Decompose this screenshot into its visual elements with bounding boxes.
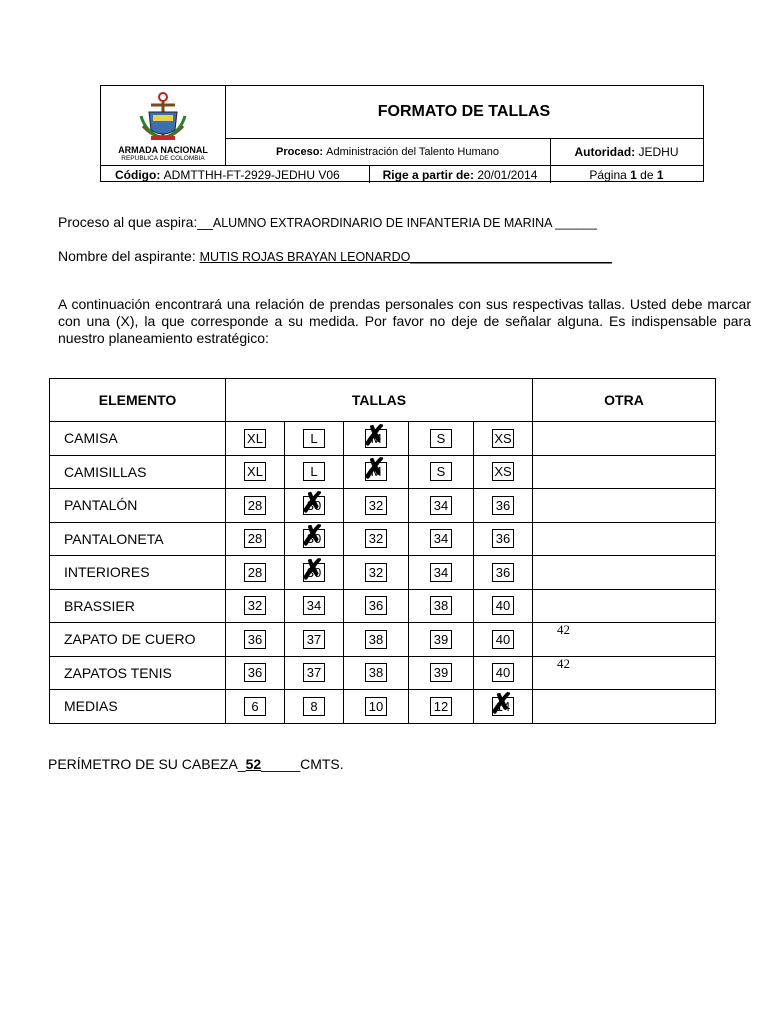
header-elemento: ELEMENTO — [50, 379, 226, 422]
size-checkbox[interactable]: 36 — [244, 630, 266, 649]
nombre-label: Nombre del aspirante: — [58, 248, 196, 264]
size-cell — [409, 556, 474, 590]
element-name: PANTALONETA — [50, 522, 226, 556]
pagina-num: 1 — [630, 167, 637, 182]
size-checkbox[interactable]: 32 — [365, 563, 387, 582]
size-checkbox-marked[interactable]: 30 ✗ — [303, 563, 325, 582]
size-cell — [285, 522, 344, 556]
otra-cell[interactable] — [533, 455, 716, 489]
table-row — [50, 556, 716, 590]
size-checkbox[interactable]: S — [430, 429, 452, 448]
size-cell — [226, 522, 285, 556]
size-checkbox[interactable]: 40 — [492, 663, 514, 682]
size-cell — [285, 489, 344, 523]
pagina-prefix: Página — [589, 167, 627, 182]
size-checkbox[interactable]: 34 — [430, 529, 452, 548]
size-cell — [474, 455, 533, 489]
size-cell — [226, 455, 285, 489]
size-cell — [285, 556, 344, 590]
header-tallas: TALLAS — [226, 379, 533, 422]
otra-cell[interactable] — [533, 489, 716, 523]
rige-label: Rige a partir de: — [382, 167, 474, 182]
size-cell — [344, 690, 409, 724]
proceso-aspira-line — [58, 214, 597, 230]
size-cell — [474, 623, 533, 657]
element-name: BRASSIER — [50, 589, 226, 623]
size-checkbox[interactable]: 38 — [365, 663, 387, 682]
size-cell — [226, 656, 285, 690]
document-header — [100, 85, 704, 182]
perimetro-label: PERÍMETRO DE SU CABEZA_ — [48, 756, 246, 772]
size-cell — [285, 623, 344, 657]
size-checkbox[interactable]: L — [303, 462, 325, 481]
codigo-cell — [101, 166, 370, 183]
size-cell — [409, 623, 474, 657]
size-checkbox-marked[interactable]: M ✗ — [365, 462, 387, 481]
size-cell — [226, 589, 285, 623]
size-checkbox[interactable]: 36 — [492, 563, 514, 582]
size-checkbox[interactable]: XS — [492, 462, 514, 481]
size-cell — [344, 656, 409, 690]
size-cell — [226, 623, 285, 657]
otra-cell[interactable] — [533, 656, 716, 690]
size-checkbox[interactable]: 8 — [303, 697, 325, 716]
table-row — [50, 455, 716, 489]
size-checkbox[interactable]: 12 — [430, 697, 452, 716]
pagina-de: de — [640, 167, 654, 182]
size-checkbox[interactable]: 39 — [430, 630, 452, 649]
size-checkbox[interactable]: 36 — [244, 663, 266, 682]
proceso-value: Administración del Talento Humano — [326, 145, 499, 158]
codigo-label: Código: — [115, 167, 161, 182]
otra-value: 42 — [557, 622, 570, 637]
size-cell — [226, 489, 285, 523]
size-cell — [474, 556, 533, 590]
proceso-label: Proceso: — [276, 145, 324, 158]
size-checkbox[interactable]: 40 — [492, 630, 514, 649]
size-cell — [344, 489, 409, 523]
size-checkbox[interactable]: S — [430, 462, 452, 481]
element-name: MEDIAS — [50, 690, 226, 724]
otra-cell[interactable] — [533, 522, 716, 556]
element-name: CAMISA — [50, 422, 226, 456]
size-cell — [226, 690, 285, 724]
perimetro-line — [48, 756, 344, 772]
element-name: PANTALÓN — [50, 489, 226, 523]
size-cell — [474, 522, 533, 556]
rige-value: 20/01/2014 — [477, 167, 538, 182]
otra-cell[interactable] — [533, 690, 716, 724]
size-cell — [344, 422, 409, 456]
header-row-3 — [101, 165, 703, 183]
size-cell — [285, 455, 344, 489]
proceso-aspira-label: Proceso al que aspira:__ — [58, 214, 213, 230]
size-cell — [344, 589, 409, 623]
navy-emblem-icon — [101, 86, 225, 146]
size-cell — [409, 656, 474, 690]
size-cell — [409, 422, 474, 456]
size-cell — [409, 589, 474, 623]
proceso-aspira-value[interactable]: ALUMNO EXTRAORDINARIO DE INFANTERIA DE MARINA ______ — [212, 216, 597, 230]
size-cell — [474, 656, 533, 690]
size-checkbox[interactable]: XL — [244, 429, 266, 448]
pagina-total: 1 — [656, 167, 664, 182]
rige-cell — [370, 166, 551, 183]
size-cell — [474, 690, 533, 724]
size-cell — [409, 489, 474, 523]
size-checkbox[interactable]: 28 — [244, 563, 266, 582]
size-checkbox-marked[interactable]: 30 ✗ — [303, 529, 325, 548]
table-header-row — [50, 379, 716, 422]
size-checkbox[interactable]: 38 — [365, 630, 387, 649]
size-cell — [344, 556, 409, 590]
size-checkbox[interactable]: 34 — [430, 563, 452, 582]
autoridad-cell — [550, 138, 703, 165]
size-checkbox[interactable]: 37 — [303, 630, 325, 649]
element-name: ZAPATOS TENIS — [50, 656, 226, 690]
codigo-value: ADMTTHH-FT-2929-JEDHU V06 — [163, 167, 340, 182]
size-checkbox[interactable]: 28 — [244, 529, 266, 548]
size-cell — [474, 589, 533, 623]
size-checkbox-marked[interactable]: 30 ✗ — [303, 496, 325, 515]
autoridad-value: JEDHU — [638, 144, 679, 159]
perimetro-value[interactable]: 52 — [245, 756, 262, 772]
table-row — [50, 623, 716, 657]
size-checkbox[interactable]: 28 — [244, 496, 266, 515]
table-row — [50, 422, 716, 456]
otra-cell[interactable] — [533, 422, 716, 456]
perimetro-trail: _____CMTS. — [261, 756, 344, 772]
size-checkbox-marked[interactable]: M ✗ — [365, 429, 387, 448]
form-title: FORMATO DE TALLAS — [225, 86, 703, 139]
size-cell — [474, 422, 533, 456]
otra-cell[interactable] — [533, 556, 716, 590]
element-name: INTERIORES — [50, 556, 226, 590]
element-name: CAMISILLAS — [50, 455, 226, 489]
proceso-cell — [225, 138, 551, 165]
size-checkbox[interactable]: 36 — [492, 529, 514, 548]
otra-cell[interactable] — [533, 623, 716, 657]
size-cell — [285, 422, 344, 456]
size-cell — [409, 455, 474, 489]
size-checkbox[interactable]: 32 — [365, 529, 387, 548]
table-row — [50, 656, 716, 690]
size-checkbox[interactable]: 38 — [430, 596, 452, 615]
table-row — [50, 489, 716, 523]
sizes-table — [49, 378, 716, 724]
header-otra: OTRA — [533, 379, 716, 422]
size-checkbox[interactable]: 32 — [244, 596, 266, 615]
size-checkbox[interactable]: 40 — [492, 596, 514, 615]
size-cell — [285, 656, 344, 690]
size-cell — [344, 455, 409, 489]
size-checkbox[interactable]: 36 — [365, 596, 387, 615]
table-row — [50, 522, 716, 556]
size-checkbox[interactable]: 32 — [365, 496, 387, 515]
size-checkbox[interactable]: 37 — [303, 663, 325, 682]
size-cell — [344, 522, 409, 556]
size-checkbox[interactable]: 34 — [303, 596, 325, 615]
size-checkbox[interactable]: XL — [244, 462, 266, 481]
size-checkbox[interactable]: 10 — [365, 697, 387, 716]
size-cell — [409, 690, 474, 724]
size-checkbox[interactable]: L — [303, 429, 325, 448]
table-row — [50, 589, 716, 623]
instructions-paragraph: A continuación encontrará una relación de prendas personales con sus respectivas tallas. Usted debe marcar con una (X), la que corresponde a su medida. Por favor no deje de señalar alguna. Es indispensable para nuestro planeamiento estratégico: — [58, 296, 751, 346]
table-row — [50, 690, 716, 724]
size-cell — [226, 422, 285, 456]
size-cell — [226, 556, 285, 590]
size-checkbox[interactable]: XS — [492, 429, 514, 448]
autoridad-label: Autoridad: — [574, 144, 636, 159]
size-checkbox[interactable]: 34 — [430, 496, 452, 515]
nombre-line — [58, 248, 612, 264]
size-cell — [285, 589, 344, 623]
otra-cell[interactable] — [533, 589, 716, 623]
otra-value: 42 — [557, 655, 570, 671]
pagina-cell — [550, 166, 703, 183]
size-checkbox[interactable]: 6 — [244, 697, 266, 716]
size-checkbox[interactable]: 39 — [430, 663, 452, 682]
nombre-value[interactable]: MUTIS ROJAS BRAYAN LEONARDO_____________________________ — [199, 250, 612, 264]
size-cell — [409, 522, 474, 556]
element-name: ZAPATO DE CUERO — [50, 623, 226, 657]
size-checkbox-marked[interactable]: 14 ✗ — [492, 697, 514, 716]
logo-cell — [101, 86, 226, 165]
org-name: ARMADA NACIONAL — [118, 145, 208, 155]
org-subtitle: REPUBLICA DE COLOMBIA — [121, 155, 205, 162]
size-cell — [344, 623, 409, 657]
size-cell — [285, 690, 344, 724]
size-cell — [474, 489, 533, 523]
size-checkbox[interactable]: 36 — [492, 496, 514, 515]
